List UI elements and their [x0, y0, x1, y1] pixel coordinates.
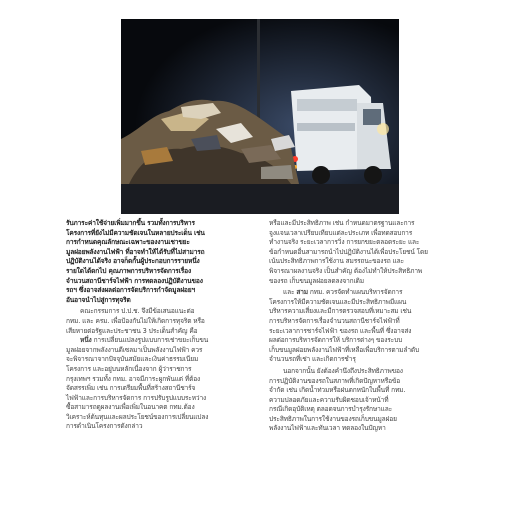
- body-line: ข้อกำหนดอื่นสามารถนำไปปฏิบัติงานได้เพื่อประโยชน์ โดย: [269, 247, 428, 256]
- left-text-column: [66, 219, 256, 432]
- body-line: พิจารณาผลงานจริง เป็นสำคัญ ต้องไม่ทำให้ประสิทธิภาพ: [269, 266, 423, 275]
- body-line: เสียหายต่อรัฐและประชาชน 3 ประเด็นสำคัญ คือ: [66, 326, 198, 335]
- body-line: กรณีเกิดอุบัติเหตุ ตลอดจนการบำรุงรักษาและ: [269, 405, 393, 414]
- body-line: จำกัด เช่น เกิดน้ำท่วมหรือฝนตกหนักในพื้นที่ กทม.: [269, 386, 406, 395]
- body-line: เก็บขนมูลฝอยพลังงานไฟฟ้าที่เหลือเพื่อบริการตามลำดับ: [269, 345, 420, 354]
- body-line: ผลต่อการบริหารจัดการให้ บริการต่างๆ ของระบบ: [269, 336, 403, 345]
- body-line: หรือและมีประสิทธิภาพ เช่น กำหนดมาตรฐานและการ: [269, 219, 415, 227]
- lead-paragraph: [66, 219, 256, 305]
- lead-line: จำนวนสถานีชาร์จไฟฟ้า การทดลองปฏิบัติงานของ: [66, 276, 203, 285]
- body-paragraph: [66, 307, 256, 336]
- emphasis-word: หนึ่ง: [80, 336, 92, 345]
- body-line: พลังงานไฟฟ้าและทันเวลา ทดลองในปัญหา: [269, 424, 386, 433]
- body-line: ซื้อสามารถดูผลงานเพื่อเพิ่มในอนาคต กทม.ต้อง: [66, 403, 195, 412]
- body-word: และ: [283, 288, 295, 297]
- body-line: จูงแจนเวลาเปรียบเทียบแต่ละประเภท เพื่อทดสอบการ: [269, 228, 413, 237]
- lead-line: อันอาจนำไปสู่การทุจริต: [66, 295, 131, 304]
- body-line: ไฟฟ้าและการบริหารจัดการ การปรับรูปแบบระหว่าง: [66, 393, 207, 402]
- body-line: ทำงานจริง ระยะเวลาการวิ่ง การยกขยะตลอดระยะ และ: [269, 238, 420, 247]
- body-line: การดำเนินโครงการดังกล่าว: [66, 422, 143, 431]
- body-line: โครงการให้มีความชัดเจนและมีประสิทธิภาพมีแผน: [269, 297, 407, 306]
- lead-line: โครงการที่ยังไม่มีความชัดเจนในหลายประเด็น เช่น: [66, 228, 205, 237]
- body-line: นอกจากนั้น ยังต้องคำนึงถึงประสิทธิภาพของ: [283, 366, 403, 375]
- body-line: จะพิจารณาจากปัจจุบันสมัยและเงินค่าธรรมเนียม: [66, 355, 199, 364]
- body-line: เน้นประสิทธิภาพการใช้งาน สมรรถนะของรถ และ: [269, 257, 404, 266]
- body-line: การเปลี่ยนแปลงรูปแบบการเช่าขยะเก็บขน: [91, 336, 209, 345]
- body-line: ความปลอดภัยและความรับผิดชอบเจ้าหน้าที่: [269, 395, 389, 404]
- lead-line: รถฯ ซึ่งอาจส่งผลต่อการจัดบริการกำจัดมูลฝอยฯ: [66, 286, 196, 295]
- body-line: วิเคราะห์ต้นทุนและผลประโยชน์ของการเปลี่ยนแปลง: [66, 412, 209, 421]
- body-line: จำนวนรถที่เช่า และเกิดการชำรุ: [269, 355, 356, 364]
- lead-line: การกำหนดคุณลักษณะเฉพาะของงานเชาขยะ: [66, 238, 190, 247]
- body-line: ของรถ เก็บขนมูลฝอยลดลงจากเดิม: [269, 276, 364, 285]
- lead-line: รายใดได้ดกไป คุณภาพการบริหารจัดการเรื่อง: [66, 266, 192, 275]
- body-line: ประสิทธิภาพในการใช้งานของรถเก็บขนมูลฝอย: [269, 414, 397, 423]
- right-text-column: [269, 219, 459, 434]
- body-line: กทม. และ ครม. เพื่อป้องกันไม่ให้เกิดการทุจริต หรือ: [66, 316, 205, 325]
- body-line: กทม. ควรจัดทำแผนบริหารจัดการ: [307, 288, 403, 297]
- news-photo: [121, 19, 399, 214]
- body-line: กรุงเทพฯ รวมทั้ง กทม. อาจมีภาระผูกพันแต่ ที่ต้อง: [66, 374, 201, 383]
- body-line: การปฏิบัติงานของรถในสภาพที่เกิดปัญหาหรือข้อ: [269, 376, 401, 385]
- body-line: ระยะเวลาการชาร์จไฟฟ้า ของรถ และพื้นที่ ซึ่งอาจส่ง: [269, 326, 412, 335]
- emphasis-word: สาม: [296, 288, 308, 297]
- body-line: จัดสรรเพิ่ม เช่น การเตรียมพื้นที่สร้างสถานีชาร์จ: [66, 384, 196, 393]
- lead-line: มูลฝอยพลังงานไฟฟ้า ที่อาจทำให้ได้รับที่ไม่สามารถ: [66, 247, 205, 256]
- body-line: มูลฝอยจากพลังงานดีเซลมาเป็นพลังงานไฟฟ้า ควร: [66, 345, 203, 354]
- body-line: คณะกรรมการ ป.ป.ช. จึงมีข้อเสนอแนะต่อ: [80, 307, 195, 316]
- body-paragraph: [66, 336, 256, 432]
- body-line: โครงการ และอยู่บนหลักเนื่องจาก ผู้ว่าราชการ: [66, 364, 192, 373]
- body-paragraph: [269, 219, 459, 286]
- body-paragraph: [269, 367, 459, 434]
- body-paragraph: [269, 288, 459, 365]
- lead-line: รับภาระค่าใช้จ่ายเพิ่มมากขึ้น รวมทั้งการบริหาร: [66, 219, 195, 227]
- garbage-truck-scene-image: [121, 19, 399, 214]
- body-line: บริหารความเสี่ยงและมีการตรวจสอบที่เหมาะสม เช่น: [269, 307, 412, 316]
- lead-line: ปฏิบัติงานได้จริง อาจก็ดกั้นผู้ประกอบการรายหนึ่ง: [66, 257, 200, 266]
- body-line: การบริหารจัดการเรื่องจำนวนสถานีชาร์จไฟฟ้าที่: [269, 316, 400, 325]
